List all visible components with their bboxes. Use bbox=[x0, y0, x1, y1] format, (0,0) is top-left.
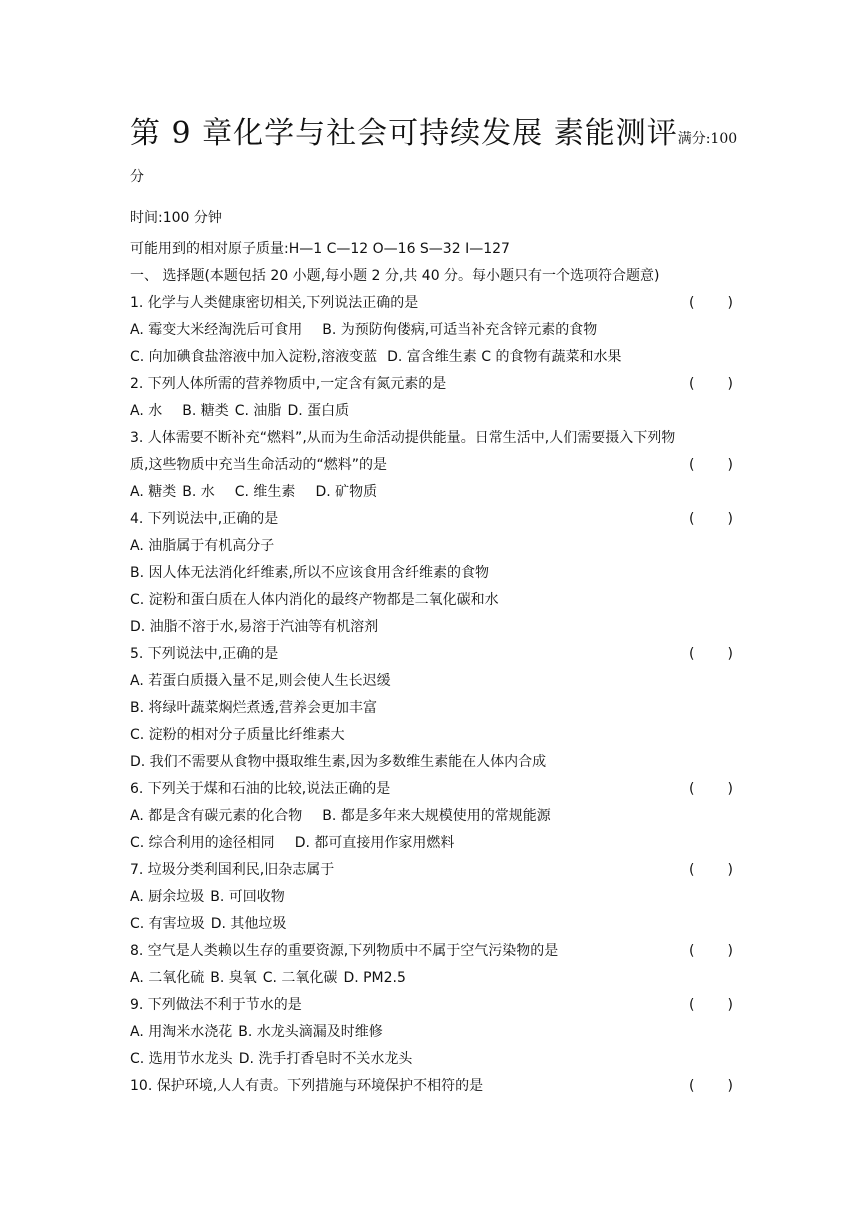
question-5-option-b: B. 将绿叶蔬菜焖烂煮透,营养会更加丰富 bbox=[130, 700, 377, 716]
option-c: C. 油脂 bbox=[234, 403, 282, 419]
title-score-continuation: 分 bbox=[130, 169, 144, 185]
question-8-options bbox=[130, 969, 406, 987]
answer-blank-9 bbox=[689, 996, 733, 1014]
paren-open: ( bbox=[689, 457, 695, 473]
option-a: A. 用淘米水浇花 bbox=[130, 1024, 233, 1040]
question-1-stem: 1. 化学与人类健康密切相关,下列说法正确的是 bbox=[130, 295, 419, 311]
paren-close: ) bbox=[727, 862, 733, 878]
question-1-options-row-2 bbox=[130, 348, 621, 366]
question-7-options-row-1 bbox=[130, 888, 285, 906]
answer-blank-7 bbox=[689, 861, 733, 879]
answer-blank-10 bbox=[689, 1077, 733, 1095]
option-d: D. PM2.5 bbox=[343, 970, 406, 986]
paren-open: ( bbox=[689, 997, 695, 1013]
option-b: B. 糖类 bbox=[182, 403, 229, 419]
option-a: A. 糖类 bbox=[130, 484, 177, 500]
option-c: C. 综合利用的途径相同 bbox=[130, 835, 275, 851]
question-5-option-a: A. 若蛋白质摄入量不足,则会使人生长迟缓 bbox=[130, 673, 391, 689]
option-b: B. 水 bbox=[182, 484, 215, 500]
option-d: D. 其他垃圾 bbox=[210, 916, 287, 932]
question-2-options bbox=[130, 402, 349, 420]
option-c: C. 选用节水龙头 bbox=[130, 1051, 233, 1067]
title-main: 第 9 章化学与社会可持续发展 素能测评 bbox=[130, 116, 678, 151]
paren-close: ) bbox=[727, 997, 733, 1013]
question-1-options-row-1 bbox=[130, 321, 597, 339]
question-7-options-row-2 bbox=[130, 915, 286, 933]
paren-close: ) bbox=[727, 457, 733, 473]
paren-close: ) bbox=[727, 376, 733, 392]
answer-blank-1 bbox=[689, 294, 733, 312]
section-heading: 一、 选择题(本题包括 20 小题,每小题 2 分,共 40 分。每小题只有一个选项符合题意) bbox=[130, 268, 660, 284]
option-a: A. 都是含有碳元素的化合物 bbox=[130, 808, 303, 824]
option-b: B. 可回收物 bbox=[210, 889, 285, 905]
answer-blank-5 bbox=[689, 645, 733, 663]
option-a: A. 二氧化硫 bbox=[130, 970, 205, 986]
option-a: A. 霉变大米经淘洗后可食用 bbox=[130, 322, 303, 338]
answer-blank-4 bbox=[689, 510, 733, 528]
answer-blank-3 bbox=[689, 456, 733, 474]
paren-close: ) bbox=[727, 1078, 733, 1094]
paren-open: ( bbox=[689, 511, 695, 527]
option-c: C. 有害垃圾 bbox=[130, 916, 205, 932]
question-3-options bbox=[130, 483, 377, 501]
paren-open: ( bbox=[689, 1078, 695, 1094]
question-5-option-d: D. 我们不需要从食物中摄取维生素,因为多数维生素能在人体内合成 bbox=[130, 754, 547, 770]
atomic-masses: 可能用到的相对原子质量:H—1 C—12 O—16 S—32 I—127 bbox=[130, 241, 510, 257]
question-6-options-row-2 bbox=[130, 834, 454, 852]
option-c: C. 维生素 bbox=[234, 484, 296, 500]
question-9-stem: 9. 下列做法不利于节水的是 bbox=[130, 997, 302, 1013]
answer-blank-6 bbox=[689, 780, 733, 798]
question-4-option-b: B. 因人体无法消化纤维素,所以不应该食用含纤维素的食物 bbox=[130, 565, 489, 581]
question-4-option-c: C. 淀粉和蛋白质在人体内消化的最终产物都是二氧化碳和水 bbox=[130, 592, 499, 608]
option-d: D. 矿物质 bbox=[315, 484, 378, 500]
option-b: B. 都是多年来大规模使用的常规能源 bbox=[322, 808, 551, 824]
question-3-stem-line-1: 3. 人体需要不断补充“燃料”,从而为生命活动提供能量。日常生活中,人们需要摄入下列物 bbox=[130, 430, 676, 446]
question-4-option-d: D. 油脂不溶于水,易溶于汽油等有机溶剂 bbox=[130, 619, 379, 635]
paren-close: ) bbox=[727, 295, 733, 311]
option-a: A. 厨余垃圾 bbox=[130, 889, 205, 905]
paren-close: ) bbox=[727, 943, 733, 959]
question-6-options-row-1 bbox=[130, 807, 551, 825]
paren-open: ( bbox=[689, 295, 695, 311]
question-3-stem-line-2: 质,这些物质中充当生命活动的“燃料”的是 bbox=[130, 457, 387, 473]
paren-close: ) bbox=[727, 781, 733, 797]
question-4-stem: 4. 下列说法中,正确的是 bbox=[130, 511, 279, 527]
option-c: C. 二氧化碳 bbox=[262, 970, 338, 986]
option-c: C. 向加碘食盐溶液中加入淀粉,溶液变蓝 bbox=[130, 349, 378, 365]
question-9-options-row-2 bbox=[130, 1050, 412, 1068]
paren-open: ( bbox=[689, 781, 695, 797]
paren-close: ) bbox=[727, 511, 733, 527]
option-d: D. 洗手打香皂时不关水龙头 bbox=[238, 1051, 413, 1067]
option-d: D. 富含维生素 C 的食物有蔬菜和水果 bbox=[387, 349, 622, 365]
question-9-options-row-1 bbox=[130, 1023, 383, 1041]
option-b: B. 为预防佝偻病,可适当补充含锌元素的食物 bbox=[322, 322, 598, 338]
paren-open: ( bbox=[689, 646, 695, 662]
option-a: A. 水 bbox=[130, 403, 163, 419]
option-d: D. 蛋白质 bbox=[287, 403, 350, 419]
exam-time: 时间:100 分钟 bbox=[130, 210, 222, 226]
option-d: D. 都可直接用作家用燃料 bbox=[294, 835, 455, 851]
question-10-stem: 10. 保护环境,人人有责。下列措施与环境保护不相符的是 bbox=[130, 1078, 484, 1094]
title-score: 满分:100 bbox=[677, 131, 738, 147]
option-b: B. 臭氧 bbox=[210, 970, 257, 986]
answer-blank-8 bbox=[689, 942, 733, 960]
paren-open: ( bbox=[689, 376, 695, 392]
page-title bbox=[130, 108, 737, 152]
question-7-stem: 7. 垃圾分类利国利民,旧杂志属于 bbox=[130, 862, 335, 878]
question-5-stem: 5. 下列说法中,正确的是 bbox=[130, 646, 279, 662]
paren-close: ) bbox=[727, 646, 733, 662]
question-4-option-a: A. 油脂属于有机高分子 bbox=[130, 538, 275, 554]
paren-open: ( bbox=[689, 862, 695, 878]
question-8-stem: 8. 空气是人类赖以生存的重要资源,下列物质中不属于空气污染物的是 bbox=[130, 943, 559, 959]
question-6-stem: 6. 下列关于煤和石油的比较,说法正确的是 bbox=[130, 781, 391, 797]
paren-open: ( bbox=[689, 943, 695, 959]
answer-blank-2 bbox=[689, 375, 733, 393]
option-b: B. 水龙头滴漏及时维修 bbox=[238, 1024, 383, 1040]
question-5-option-c: C. 淀粉的相对分子质量比纤维素大 bbox=[130, 727, 345, 743]
question-2-stem: 2. 下列人体所需的营养物质中,一定含有氮元素的是 bbox=[130, 376, 447, 392]
